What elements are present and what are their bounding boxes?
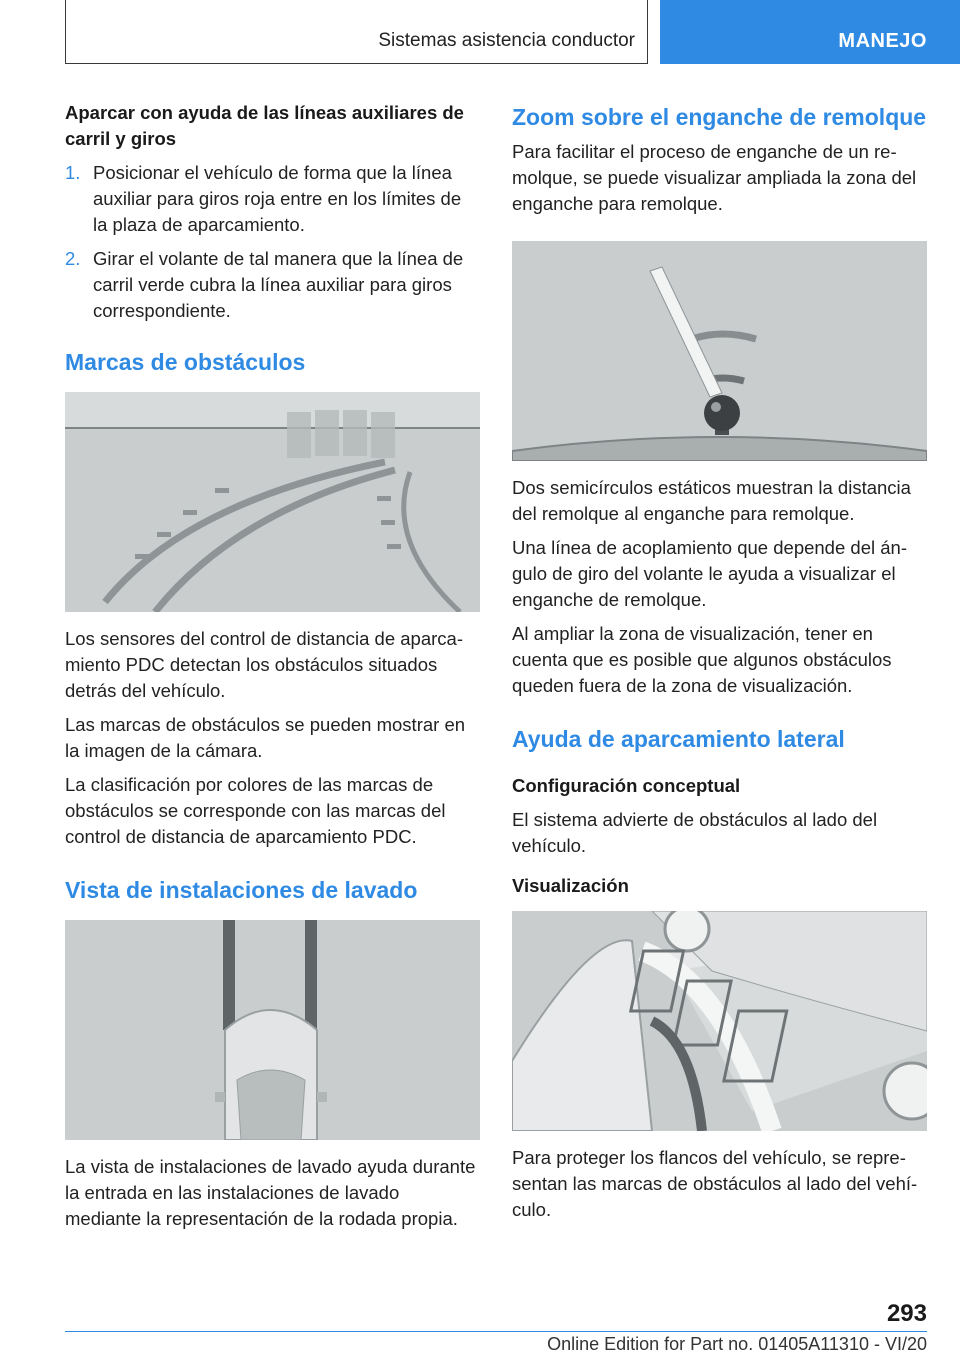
heading-side-parking-aid: Ayuda de aparcamiento lateral xyxy=(512,726,845,752)
edition-note: Online Edition for Part no. 01405A11310 - VI/20 xyxy=(547,1334,927,1354)
step-number: 1. xyxy=(65,162,81,183)
page-number: 293 xyxy=(886,1300,927,1327)
heading-car-wash-view: Vista de instalaciones de lavado xyxy=(65,877,418,903)
footer-divider xyxy=(65,1331,927,1332)
step-number: 2. xyxy=(65,248,81,269)
obstacles-paragraph: Las marcas de obstáculos se pueden mostrar en la imagen de la cámara. xyxy=(65,714,466,761)
figure-car-wash-view xyxy=(65,920,480,1140)
zoom-paragraph: Para facilitar el proceso de enganche de un remolque, se puede visualizar ampliada la zona del enganche para remolque. xyxy=(512,141,917,214)
subhead-concept: Configuración conceptual xyxy=(512,775,741,796)
step-text: Girar el volante de tal manera que la línea de carril verde cubra la línea auxiliar para giros correspondiente. xyxy=(93,248,464,321)
step-item xyxy=(65,160,480,238)
heading-obstacle-marks: Marcas de obstáculos xyxy=(65,349,306,375)
step-item xyxy=(65,246,480,324)
header-section-box xyxy=(65,0,648,64)
car-wash-paragraph: La vista de instalaciones de lavado ayuda durante la entrada en las instalaciones de lavado mediante la representación de la rodada propia. xyxy=(65,1156,476,1229)
left-column xyxy=(65,100,480,1240)
figure-side-parking-aid xyxy=(512,911,927,1131)
zoom-paragraph: Una línea de acoplamiento que depende del ángulo de giro del volante le ayuda a visualizar el enganche de remolque. xyxy=(512,537,907,610)
section-title: Sistemas asistencia conductor xyxy=(378,30,635,51)
concept-paragraph: El sistema advierte de obstáculos al lado del vehículo. xyxy=(512,809,878,856)
zoom-paragraph: Dos semicírculos estáticos muestran la distancia del remolque al enganche para remolque. xyxy=(512,477,911,524)
zoom-paragraph: Al ampliar la zona de visualización, tener en cuenta que es posible que algunos obstáculos queden fuera de la zona de visualización. xyxy=(512,623,892,696)
obstacles-paragraph: Los sensores del control de distancia de aparcamiento PDC detectan los obstáculos situados detrás del vehículo. xyxy=(65,628,463,701)
display-paragraph: Para proteger los flancos del vehículo, se representan las marcas de obstáculos al lado del vehículo. xyxy=(512,1147,918,1220)
heading-trailer-hitch-zoom: Zoom sobre el enganche de remolque xyxy=(512,104,927,130)
figure-trailer-hitch-zoom xyxy=(512,241,927,461)
right-column xyxy=(512,100,928,1231)
chapter-tab xyxy=(660,0,960,64)
subhead-lane-lines: Aparcar con ayuda de las líneas auxiliares de carril y giros xyxy=(65,102,464,149)
figure-obstacle-marks xyxy=(65,392,480,612)
obstacles-paragraph: La clasificación por colores de las marcas de obstáculos se corresponde con las marcas del control de distancia de aparcamiento PDC. xyxy=(65,774,446,847)
steps-list xyxy=(65,160,480,324)
chapter-tab-label: MANEJO xyxy=(838,30,927,52)
subhead-display: Visualización xyxy=(512,875,629,896)
step-text: Posicionar el vehículo de forma que la línea auxiliar para giros roja entre en los límites de la plaza de aparcamiento. xyxy=(93,162,462,235)
